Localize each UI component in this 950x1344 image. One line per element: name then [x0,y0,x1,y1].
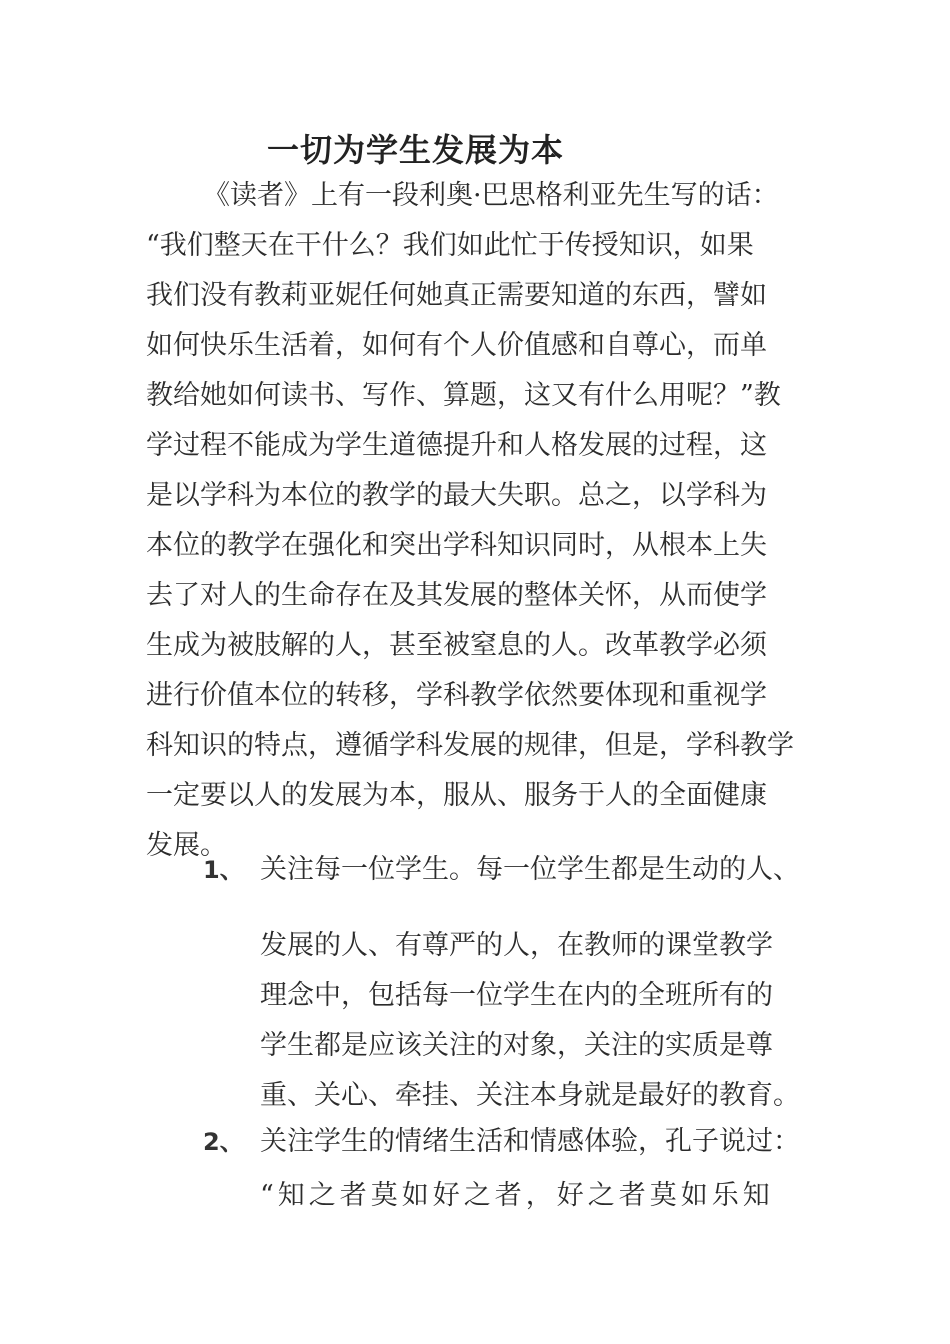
paragraph-line: 发展。 [146,830,227,861]
paragraph-line: 生成为被肢解的人，甚至被窒息的人。改革教学必须 [146,630,767,661]
list-number: 1、 [203,856,244,884]
paragraph-line: 是以学科为本位的教学的最大失职。总之，以学科为 [146,480,767,511]
list-item-line: “知之者莫如好之者，好之者莫如乐知 [260,1180,774,1211]
paragraph-line: 学过程不能成为学生道德提升和人格发展的过程，这 [146,430,767,461]
paragraph-line: 《读者》上有一段利奥·巴思格利亚先生写的话： [203,180,779,211]
paragraph-line: 本位的教学在强化和突出学科知识同时，从根本上失 [146,530,767,561]
paragraph-line: 教给她如何读书、写作、算题，这又有什么用呢？”教 [146,380,781,411]
paragraph-line: 去了对人的生命存在及其发展的整体关怀，从而使学 [146,580,767,611]
list-item-line: 关注每一位学生。每一位学生都是生动的人、 [260,854,800,885]
list-number: 2、 [203,1128,244,1156]
list-item-line: 理念中，包括每一位学生在内的全班所有的 [260,980,773,1011]
paragraph-line: 进行价值本位的转移，学科教学依然要体现和重视学 [146,680,767,711]
paragraph-line: 一定要以人的发展为本，服从、服务于人的全面健康 [146,780,767,811]
list-item-line: 发展的人、有尊严的人，在教师的课堂教学 [260,930,773,961]
paragraph-line: 科知识的特点，遵循学科发展的规律，但是，学科教学 [146,730,794,761]
list-item-line: 学生都是应该关注的对象，关注的实质是尊 [260,1030,773,1061]
document-title: 一切为学生发展为本 [267,131,565,169]
paragraph-line: 我们没有教莉亚妮任何她真正需要知道的东西，譬如 [146,280,767,311]
paragraph-line: “我们整天在干什么？我们如此忙于传授知识，如果 [146,230,754,261]
list-item-line: 关注学生的情绪生活和情感体验，孔子说过： [260,1126,800,1157]
paragraph-line: 如何快乐生活着，如何有个人价值感和自尊心，而单 [146,330,767,361]
list-item-line: 重、关心、牵挂、关注本身就是最好的教育。 [260,1080,800,1111]
